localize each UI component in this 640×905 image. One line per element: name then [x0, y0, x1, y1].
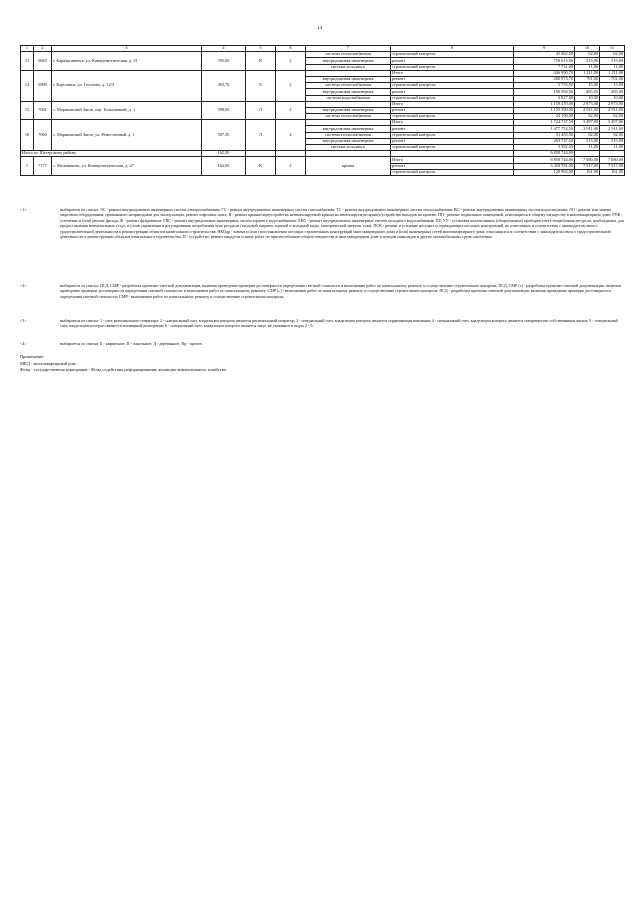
footnote-text: выбирается из списка: ЭС - ремонт внутридомовых инженерных систем электроснабжения; ГС - ремонт внутридомовых инженерных систем газоснабжения; ТС - ремонт внутридомовых инженерных систем теплоснабжения; ВО - ремонт внутридомовых инженерных систем водоотведения; ЛО - ремонт или замена лифтового оборудования, признанного непригодным для эксплуатации, ремонт лифтовых шахт; К - ремонт крыши/переустройство невентилируемой крыши на вентилируемую крышу/устройство выходов на кровлю; ПП - ремонт подвальных помещений, относящихся к общему имуществу в многоквартирном доме; РУФ - утепление и (или) ремонт фасада; Ф - ремонт фундамента; ГВС - ремонт внутридомовых инженерных систем горячего водоснабжения; ХВС - ремонт внутридомовых инженерных систем холодного водоснабжения; ПУ, УУ - установка коллективных (общедомовых) приборов учета потребления ресурсов, необходимых для предоставления коммунальных услуг, и узлов управления и регулирования потребления этих ресурсов (тепловой энергии, горячей и холодной воды, электрической энергии, газа); ПСК - ремонт и усиление несущих и ограждающих несущих конструкций, не отнесенных в соответствии с законодательством о градостроительной деятельности к реконструкции объектов капитального строительства; НКОдр - замена и (или) восстановление несущих строительных конструкций многоквартирного дома и (или) инженерных сетей многоквартирного дома, относящихся в соответствии с законодательством о градостроительной деятельности к реконструкции объектов капитального строительства; П - устройство, ремонт пандусов и иных работ по приспособлению общего имущества в многоквартирном доме к нуждам инвалидов и других маломобильных групп населения;	[60, 207, 624, 239]
col-5: 5	[246, 46, 276, 52]
system: система теплоснабжения	[306, 52, 391, 58]
sum: 263 747,50	[514, 138, 575, 144]
footnote-key: <1>	[20, 207, 27, 212]
unit-cost: 62,00	[575, 114, 600, 120]
floors: 2	[276, 52, 306, 71]
unit-cost: 701,00	[575, 76, 600, 82]
remarks-line: Фонд - государственная корпорация - Фонд содействия реформированию жилищно-коммунального хозяйства.	[20, 367, 227, 373]
system: система холодного	[306, 145, 391, 151]
sum: 7 751,00	[514, 64, 575, 70]
work-type: строительный контроль	[391, 52, 514, 58]
row-number: 15	[21, 101, 34, 120]
row-number: 13	[21, 52, 34, 71]
subtotal-label: Итого по Шегарскому району	[21, 151, 202, 157]
unit-cost: 62,00	[575, 132, 600, 138]
address: с. Мельниково, ул. Коммунистическая, д. 27	[52, 157, 202, 176]
unit-cost: 1 211,00	[575, 70, 600, 76]
sum: 1 159 470,00	[514, 101, 575, 107]
sum: 6 858 744,00	[514, 157, 575, 163]
floors: 2	[276, 157, 306, 176]
max-cost: 15,00	[600, 83, 625, 89]
address: г. Карачаганинск, ул. Коммунистическая, д. 51	[52, 52, 202, 71]
unit-cost: 15,00	[575, 83, 600, 89]
house-id: 6999	[34, 70, 52, 101]
system: система теплоснабжения	[306, 114, 391, 120]
unit-cost: 515,00	[575, 138, 600, 144]
work-type: строительный контроль	[391, 64, 514, 70]
max-cost: 2 973,00	[600, 101, 625, 107]
max-cost: 515,00	[600, 138, 625, 144]
col-7: 7	[306, 46, 391, 52]
system: внутридомовая инженерная	[306, 89, 391, 95]
sum: 3 827,00	[514, 95, 575, 101]
max-cost: 485,00	[600, 89, 625, 95]
work-type: ремонт	[391, 163, 514, 169]
max-cost: 161,00	[600, 169, 625, 175]
unit-cost: 10,00	[575, 95, 600, 101]
max-cost: 7 517,00	[600, 163, 625, 169]
max-cost: 62,00	[600, 114, 625, 120]
system: система водоснабжения	[306, 95, 391, 101]
unit-cost: 3 497,00	[575, 120, 600, 126]
unit-cost: 2 911,00	[575, 107, 600, 113]
sum: 750 615,00	[514, 58, 575, 64]
subtotal-sum: 6 858 744,00	[514, 151, 575, 157]
sum: 1 477 752,50	[514, 126, 575, 132]
house-id: 7177	[34, 157, 52, 176]
system: внутридомовая инженерная	[306, 107, 391, 113]
row-number: 1	[21, 157, 34, 176]
sum: 6 458 781,00	[514, 163, 575, 169]
col-6: 6	[276, 46, 306, 52]
work-type: строительный контроль	[391, 95, 514, 101]
work-type: ремонт	[391, 138, 514, 144]
floors: 2	[276, 120, 306, 151]
total-label: Итого	[391, 157, 514, 163]
col-10: 10	[575, 46, 600, 52]
max-cost: 1 211,00	[600, 70, 625, 76]
col-1: 1	[21, 46, 34, 52]
max-cost: 2 911,00	[600, 107, 625, 113]
system: внутридомовая инженерная	[306, 76, 391, 82]
max-cost: 3 497,00	[600, 120, 625, 126]
unit-cost: 2 911,00	[575, 126, 600, 132]
work-type: ремонт	[391, 89, 514, 95]
col-11: 11	[600, 46, 625, 52]
address: с. Моряковский Затон, пер. Больничный, д. 1	[52, 101, 202, 120]
sum: 128 963,00	[514, 169, 575, 175]
max-cost: 11,00	[600, 64, 625, 70]
footnote-text: выбирается из списка: ПСД, СМР - разработка проектно-сметной документации, включая проведение проверки достоверности определения сметной стоимости и выполнение работ по капитальному ремонту и осуществление строительного контроля; ПСД, СМР (с) - разработка проектно-сметной документации, включая проведение проверки достоверности определения сметной стоимости, и выполнение работ по капитальному ремонту; СМР (с) - выполнение работ по капитальному ремонту и осуществление строительного контроля; ПСД - разработка проектно-сметной документации, включая проведение проверки достоверности определения сметной стоимости; СМР - выполнение работ по капитальному ремонту и осуществление строительного контроля;	[60, 283, 621, 299]
unit-cost: 7 517,00	[575, 163, 600, 169]
sum: 5 582,50	[514, 145, 575, 151]
col-2: 2	[34, 46, 52, 52]
system: система теплоснабжения	[306, 132, 391, 138]
repair-plan-table	[20, 45, 625, 176]
address: с. Моряковский Затон, ул. Ремесленный, д. 1	[52, 120, 202, 151]
total-label: Итого	[391, 70, 514, 76]
unit-cost: 11,00	[575, 145, 600, 151]
area: 162,00	[202, 157, 246, 176]
house-id: 7061	[34, 101, 52, 120]
category: Л	[246, 120, 276, 151]
max-cost: 62,00	[600, 52, 625, 58]
address: г. Королевск, ул. Гоголева, д. 12/3	[52, 70, 202, 101]
max-cost: 62,00	[600, 132, 625, 138]
sum: 260 973,70	[514, 76, 575, 82]
unit-cost: 7 680,00	[575, 157, 600, 163]
unit-cost: 11,00	[575, 64, 600, 70]
max-cost: 701,00	[600, 76, 625, 82]
sum: 446 990,70	[514, 70, 575, 76]
col-9: 9	[514, 46, 575, 52]
sum: 1 155 390,00	[514, 107, 575, 113]
house-id: 7060	[34, 120, 52, 151]
work-type: строительный контроль	[391, 83, 514, 89]
total-label: Итого	[391, 101, 514, 107]
house-id: 6663	[34, 52, 52, 71]
unit-cost: 485,00	[575, 89, 600, 95]
area: 507,50	[202, 120, 246, 151]
work-type: строительный контроль	[391, 132, 514, 138]
sum: 180 094,50	[514, 89, 575, 95]
col-4: 4	[202, 46, 246, 52]
unit-cost: 161,00	[575, 169, 600, 175]
system: внутридомовая инженерная	[306, 126, 391, 132]
max-cost: 11,00	[600, 145, 625, 151]
category: Л	[246, 101, 276, 120]
category: Б	[246, 70, 276, 101]
work-type: строительный контроль	[391, 114, 514, 120]
system: внутридомовая инженерная	[306, 58, 391, 64]
area: 363,70	[202, 70, 246, 101]
sum: 31 465,00	[514, 132, 575, 138]
unit-cost: 62,00	[575, 52, 600, 58]
subtotal-area: 162,00	[202, 151, 246, 157]
row-number: 16	[21, 120, 34, 151]
category: К	[246, 52, 276, 71]
row-number: 14	[21, 70, 34, 101]
max-cost: 7 680,00	[600, 157, 625, 163]
work-type: ремонт	[391, 76, 514, 82]
remarks-title: Примечание:	[20, 354, 45, 359]
sum: 45 462,00	[514, 52, 575, 58]
category: К	[246, 157, 276, 176]
sum: 24 100,00	[514, 114, 575, 120]
footnote-key: <4>	[20, 341, 27, 346]
col-3: 3	[52, 46, 202, 52]
sum: 1 724 737,50	[514, 120, 575, 126]
footnote-text: выбирается из списка: 1 - счет регионального оператора; 2 - специальный счет, владельцем которого является региональный оператор; 3 - специальный счет, владельцем которого является управляющая компания; 4 - специальный счет, владельцем которого является товарищество собственников жилья; 5 - специальный счет, владельцем которого является жилищный кооператив; 6 - специальный счет, владельцем которого является лицо, не указанное в кодах 2 - 5;	[60, 318, 618, 329]
area: 705,00	[202, 52, 246, 71]
max-cost: 515,00	[600, 58, 625, 64]
unit-cost: 515,00	[575, 58, 600, 64]
system: крыша	[306, 157, 391, 176]
work-type: ремонт	[391, 126, 514, 132]
system: внутридомовая инженерная	[306, 138, 391, 144]
footnote-key: <3>	[20, 318, 27, 323]
sum: 5 755,90	[514, 83, 575, 89]
work-type: ремонт	[391, 58, 514, 64]
work-type: строительный контроль	[391, 145, 514, 151]
page-number: 14	[317, 26, 323, 31]
remarks	[20, 354, 227, 374]
total-label: Итого	[391, 120, 514, 126]
col-8: 8	[391, 46, 514, 52]
max-cost: 2 911,00	[600, 126, 625, 132]
floors: 2	[276, 70, 306, 101]
max-cost: 10,00	[600, 95, 625, 101]
floors: 2	[276, 101, 306, 120]
unit-cost: 2 973,00	[575, 101, 600, 107]
work-type: строительный контроль	[391, 169, 514, 175]
system: система теплоснабжения	[306, 83, 391, 89]
footnote-text: выбирается из списка: Б - кирпичное; П - панельное; Д - деревянное; Пр - прочее.	[60, 341, 203, 346]
work-type: ремонт	[391, 107, 514, 113]
footnote-key: <2>	[20, 283, 27, 288]
system: система холодного	[306, 64, 391, 70]
remarks-line: МКД - многоквартирный дом;	[20, 360, 77, 366]
area: 398,00	[202, 101, 246, 120]
